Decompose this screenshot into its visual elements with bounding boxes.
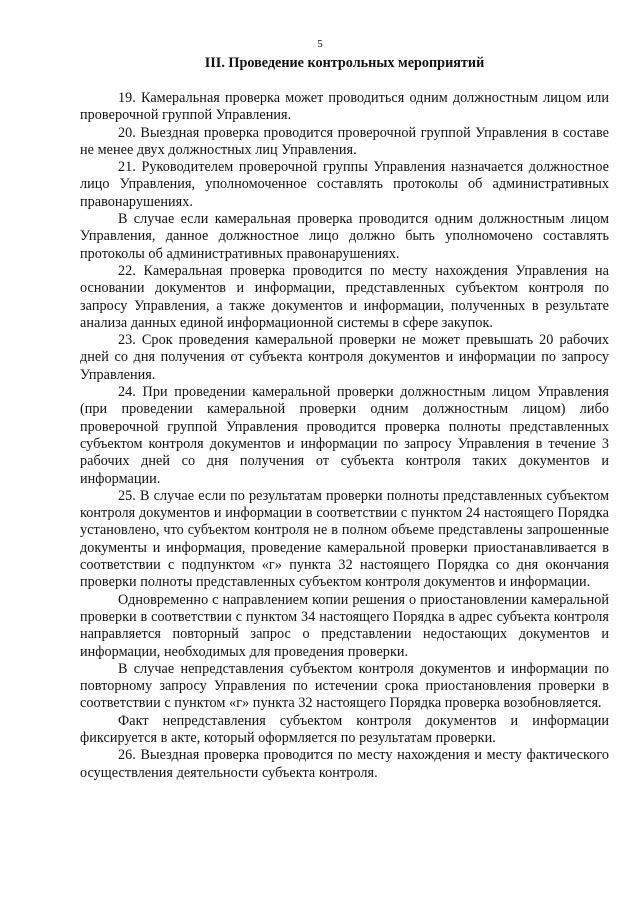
- page-number: 5: [317, 38, 323, 50]
- section-title: III. Проведение контрольных мероприятий: [204, 55, 485, 71]
- paragraph-24: 24. При проведении камеральной проверки должностным лицом Управления (при проведении камеральной проверки одним должностным лицом) либо проверочной группой Управления проводится проверка полноты представленных субъектом контроля документов и информации по запросу Управления в течение 3 рабочих дней со дня получения от субъекта контроля таких документов и информации.: [80, 384, 609, 487]
- paragraph-25-second: Одновременно с направлением копии решения о приостановлении камеральной проверки в соответствии с пунктом 34 настоящего Порядка в адрес субъекта контроля направляется повторный запрос о представлении недостающих документов и информации, необходимых для проведения проверки.: [80, 591, 609, 660]
- paragraph-22: 22. Камеральная проверка проводится по месту нахождения Управления на основании документов и информации, представленных субъектом контроля по запросу Управления, а также документов и информации, полученных в результате анализа данных единой информационной системы в сфере закупок.: [80, 262, 609, 331]
- paragraph-19: 19. Камеральная проверка может проводиться одним должностным лицом или проверочной группой Управления.: [80, 90, 609, 124]
- paragraph-25-third: В случае непредставления субъектом контроля документов и информации по повторному запросу Управления по истечении срока приостановления проверки в соответствии с пунктом «г» пункта 32 настоящего Порядка проверка возобновляется.: [80, 660, 609, 712]
- paragraph-21-continued: В случае если камеральная проверка проводится одним должностным лицом Управления, данное должностное лицо должно быть уполномочено составлять протоколы об административных правонарушениях.: [80, 211, 609, 262]
- paragraph-21: 21. Руководителем проверочной группы Управления назначается должностное лицо Управления, уполномоченное составлять протоколы об административных правонарушениях.: [80, 159, 609, 210]
- paragraph-23: 23. Срок проведения камеральной проверки не может превышать 20 рабочих дней со дня получения от субъекта контроля документов и информации по запросу Управления.: [80, 332, 609, 383]
- paragraph-26: 26. Выездная проверка проводится по месту нахождения и месту фактического осуществления деятельности субъекта контроля.: [80, 747, 609, 781]
- paragraph-20: 20. Выездная проверка проводится проверочной группой Управления в составе не менее двух должностных лиц Управления.: [80, 124, 609, 158]
- paragraph-25-fourth: Факт непредставления субъектом контроля документов и информации фиксируется в акте, который оформляется по результатам проверки.: [80, 712, 609, 746]
- document-body: [80, 90, 609, 782]
- paragraph-25: 25. В случае если по результатам проверки полноты представленных субъектом контроля документов и информации в соответствии с пунктом 24 настоящего Порядка установлено, что субъектом контроля не в полном объеме представлены запрошенные документы и информация, проведение камеральной проверки приостанавливается в соответствии с подпунктом «г» пункта 32 настоящего Порядка со дня окончания проверки полноты представленных субъектом контроля документов и информации.: [80, 487, 609, 591]
